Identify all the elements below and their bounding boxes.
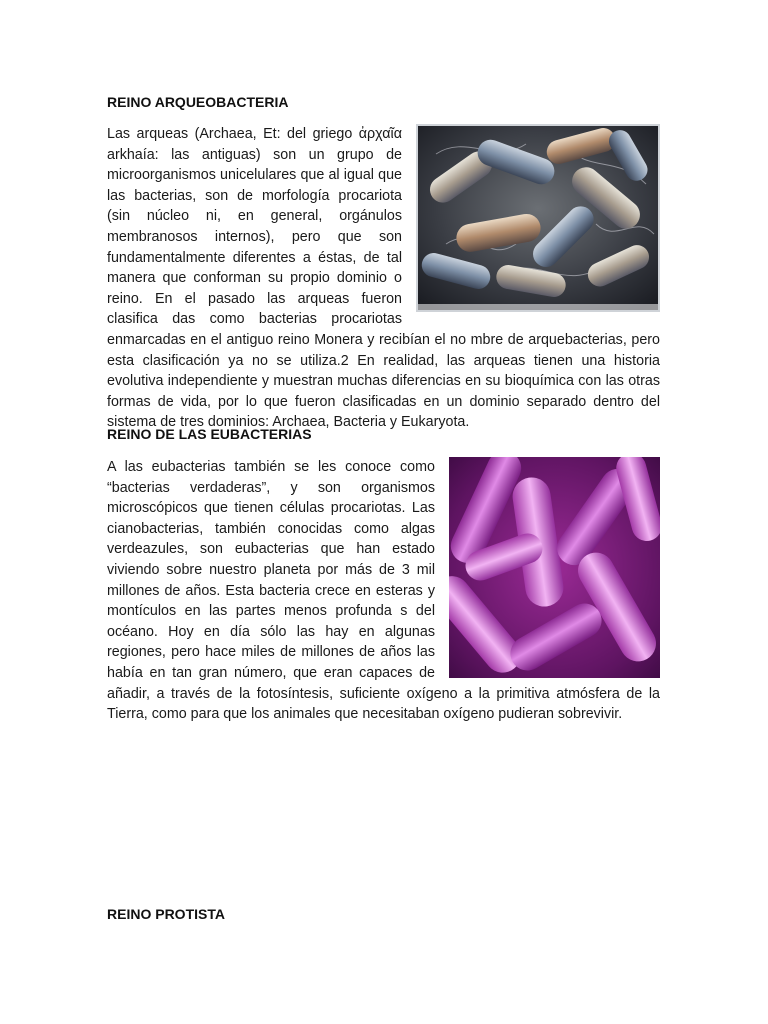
heading-reino-protista: REINO PROTISTA	[107, 906, 225, 922]
heading-reino-arqueobacteria: REINO ARQUEOBACTERIA	[107, 94, 289, 110]
archaea-micrograph-svg	[416, 124, 660, 312]
section-arqueobacteria-paragraph: Las arqueas (Archaea, Et: del griego ἀρχαῖα arkhaía: las antiguas) son un grupo de microorganismos unicelulares que al igual que las bacterias, son de morfología procariota (sin núcleo ni, en general, orgánulos membranosos internos), pero que son fundamentalmente diferentes a éstas, de tal manera que conforman su propio dominio o reino. En el pasado las arqueas fueron clasifica das como bacterias procariotas enmarcadas en el antiguo reino Monera y recibían el no mbre de arquebacterias, pero esta clasificación ya no se utiliza.2 En realidad, las arqueas tienen una historia evolutiva independiente y muestran muchas diferencias en su bioquímica con las otras formas de vida, por lo que fueron clasificadas en un dominio separado dentro del sistema de tres dominios: Archaea, Bacteria y Eukaryota.	[107, 126, 660, 431]
section-eubacterias-paragraph: A las eubacterias también se les conoce como “bacterias verdaderas”, y son organismos microscópicos que tienen células procariotas. Las cianobacterias, también conocidas como algas verdeazules, son eubacterias que han estado viviendo sobre nuestro planeta por más de 3 mil millones de años. Esta bacteria crece en esteras y montículos en las partes menos profunda s del océano. Hoy en día sólo las hay en algunas regiones, pero hace miles de millones de años las había en tan gran número, que eran capaces de añadir, a través de la fotosíntesis, suficiente oxígeno a la primitiva atmósfera de la Tierra, como para que los animales que necesitaban oxígeno pudieran sobrevivir.	[107, 459, 660, 723]
eubacteria-micrograph-image	[449, 457, 660, 678]
archaea-micrograph-image	[416, 124, 660, 312]
section-eubacterias-text	[107, 457, 660, 725]
heading-reino-eubacterias: REINO DE LAS EUBACTERIAS	[107, 426, 312, 442]
section-arqueobacteria-text	[107, 124, 660, 433]
eubacteria-micrograph-svg	[449, 457, 660, 678]
